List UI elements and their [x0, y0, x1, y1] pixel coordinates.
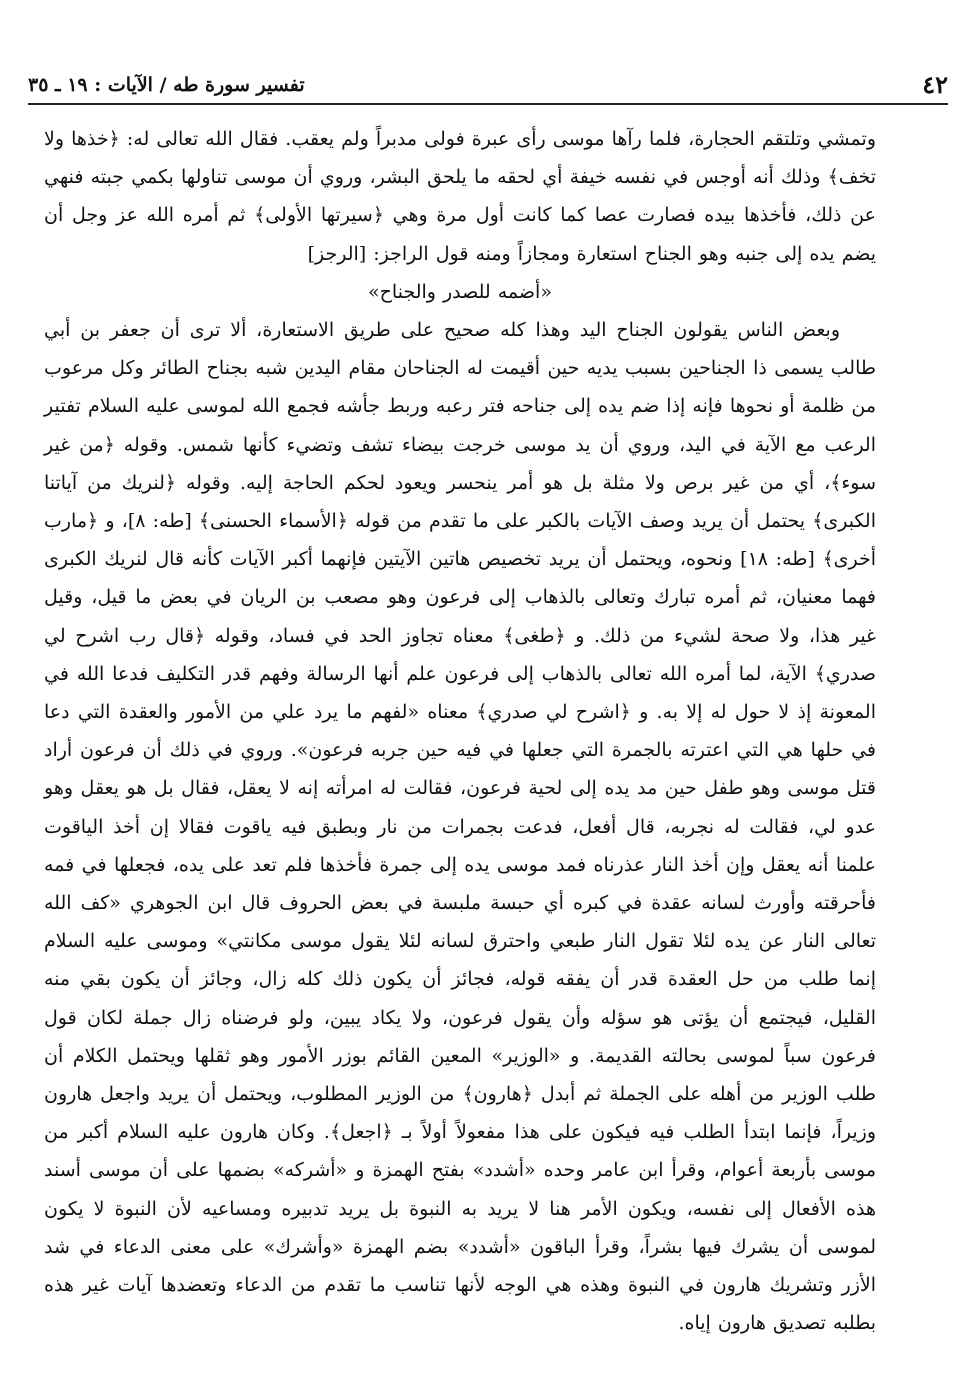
header-rule: [28, 103, 948, 105]
paragraph-2: وبعض الناس يقولون الجناح اليد وهذا كله صحيح على طريق الاستعارة، ألا ترى أن جعفر بن أبي طالب يسمى ذا الجناحين بسبب يديه حين أقيمت له الجناحان مقام اليدين شبه بجناح الطائر وكل مرعوب من ظلمة أو نحوها فإنه إذا ضم يده إلى جناحه فتر رعبه وربط جأشه فجمع الله لموسى عليه السلام تفتير الرعب مع الآية في اليد، وروي أن يد موسى خرجت بيضاء تشف وتضيء كأنها شمس. وقوله ﴿من غير سوء﴾، أي من غير برص ولا مثلة بل هو أمر ينحسر ويعود لحكم الحاجة إليه. وقوله ﴿لنريك من آياتنا الكبرى﴾ يحتمل أن يريد وصف الآيات بالكبر على ما تقدم من قوله ﴿الأسماء الحسنى﴾ [طه: ٨]، و ﴿مارب أخرى﴾ [طه: ١٨] ونحوه، ويحتمل أن يريد تخصيص هاتين الآيتين فإنهما أكبر الآيات كأنه قال لنريك الكبرى فهما معنيان، ثم أمره تبارك وتعالى بالذهاب إلى فرعون وهو مصعب بن الريان في بعض ما قيل، وقيل غير هذا، ولا صحة لشيء من ذلك. و ﴿طغى﴾ معناه تجاوز الحد في فساد، وقوله ﴿قال رب اشرح لي صدري﴾ الآية، لما أمره الله تعالى بالذهاب إلى فرعون علم أنها الرسالة وفهم قدر التكليف فدعا الله في المعونة إذ لا حول له إلا به. و ﴿اشرح لي صدري﴾ معناه «لفهم ما يرد علي من الأمور والعقدة التي دعا في حلها هي التي اعترته بالجمرة التي جعلها في فيه حين جربه فرعون». وروي في ذلك أن فرعون أراد قتل موسى وهو طفل حين مد يده إلى لحية فرعون، فقالت له امرأته إنه لا يعقل، فقال بل هو يعقل وهو عدو لي، فقالت له نجربه، قال أفعل، فدعت بجمرات من نار وبطبق فيه ياقوت فقالا إن أخذ الياقوت علمنا أنه يعقل وإن أخذ النار عذرناه فمد موسى يده إلى جمرة فأخذها فلم تعد على يده، فجعلها في فمه فأحرقته وأورث لسانه عقدة في كبره أي حبسة ملبسة في بعض الحروف قال ابن الجوهري «كف الله تعالى النار عن يده لئلا تقول النار طبعي واحترق لسانه لئلا يقول موسى مكانتي» وموسى عليه السلام إنما طلب من حل العقدة قدر أن يفقه قوله، فجائز أن يكون ذلك كله زال، وجائز أن يكون بقي منه القليل، فيجتمع أن يؤتى هو سؤله وأن يقول فرعون، ولا يكاد يبين، ولو فرضناه زال جملة لكان قول فرعون سباً لموسى بحالته القديمة. و «الوزير» المعين القائم بوزر الأمور وهو ثقلها ويحتمل الكلام أن طلب الوزير من أهله على الجملة ثم أبدل ﴿هارون﴾ من الوزير المطلوب، ويحتمل أن يريد واجعل هارون وزيراً، فإنما ابتدأ الطلب فيه فيكون على هذا مفعولاً أولاً بـ ﴿اجعل﴾. وكان هارون عليه السلام أكبر من موسى بأربعة أعوام، وقرأ ابن عامر وحده «أشدد» بفتح الهمزة و «أشركه» بضمها على أن موسى أسند هذه الأفعال إلى نفسه، ويكون الأمر هنا لا يريد به النبوة بل يريد تدبيره ومساعيه لأن النبوة لا يكون لموسى أن يشرك فيها بشراً، وقرأ الباقون «أشدد» بضم الهمزة «وأشرك» على معنى الدعاء في شد الأزر وتشريك هارون في النبوة وهذه هي الوجه لأنها تناسب ما تقدم من الدعاء وتعضدها آيات غير هذه بطلبه تصديق هارون إياه.: [44, 319, 876, 1335]
running-head: تفسير سورة طه / الآيات : ١٩ ـ ٣٥: [28, 74, 305, 96]
paragraph-1: وتمشي وتلتقم الحجارة، فلما رآها موسى رأى عبرة فولى مدبراً ولم يعقب. فقال الله تعالى له: ﴿خذها ولا تخف﴾ وذلك أنه أوجس في نفسه خيفة أي لحقه ما يلحق البشر، وروي أن موسى تناولها بكمي جبته فنهي عن ذلك، فأخذها بيده فصارت عصا كما كانت أول مرة وهي ﴿سيرتها الأولى﴾ ثم أمره الله عز وجل أن يضم يده إلى جنبه وهو الجناح استعارة ومجازاً ومنه قول الراجز: [الرجز]: [44, 128, 876, 265]
page-header: [28, 70, 948, 100]
body-text: [44, 120, 876, 1343]
page-number: ٤٢: [922, 70, 948, 99]
verse-quote: «أضمه للصدر والجناح»: [368, 280, 552, 303]
